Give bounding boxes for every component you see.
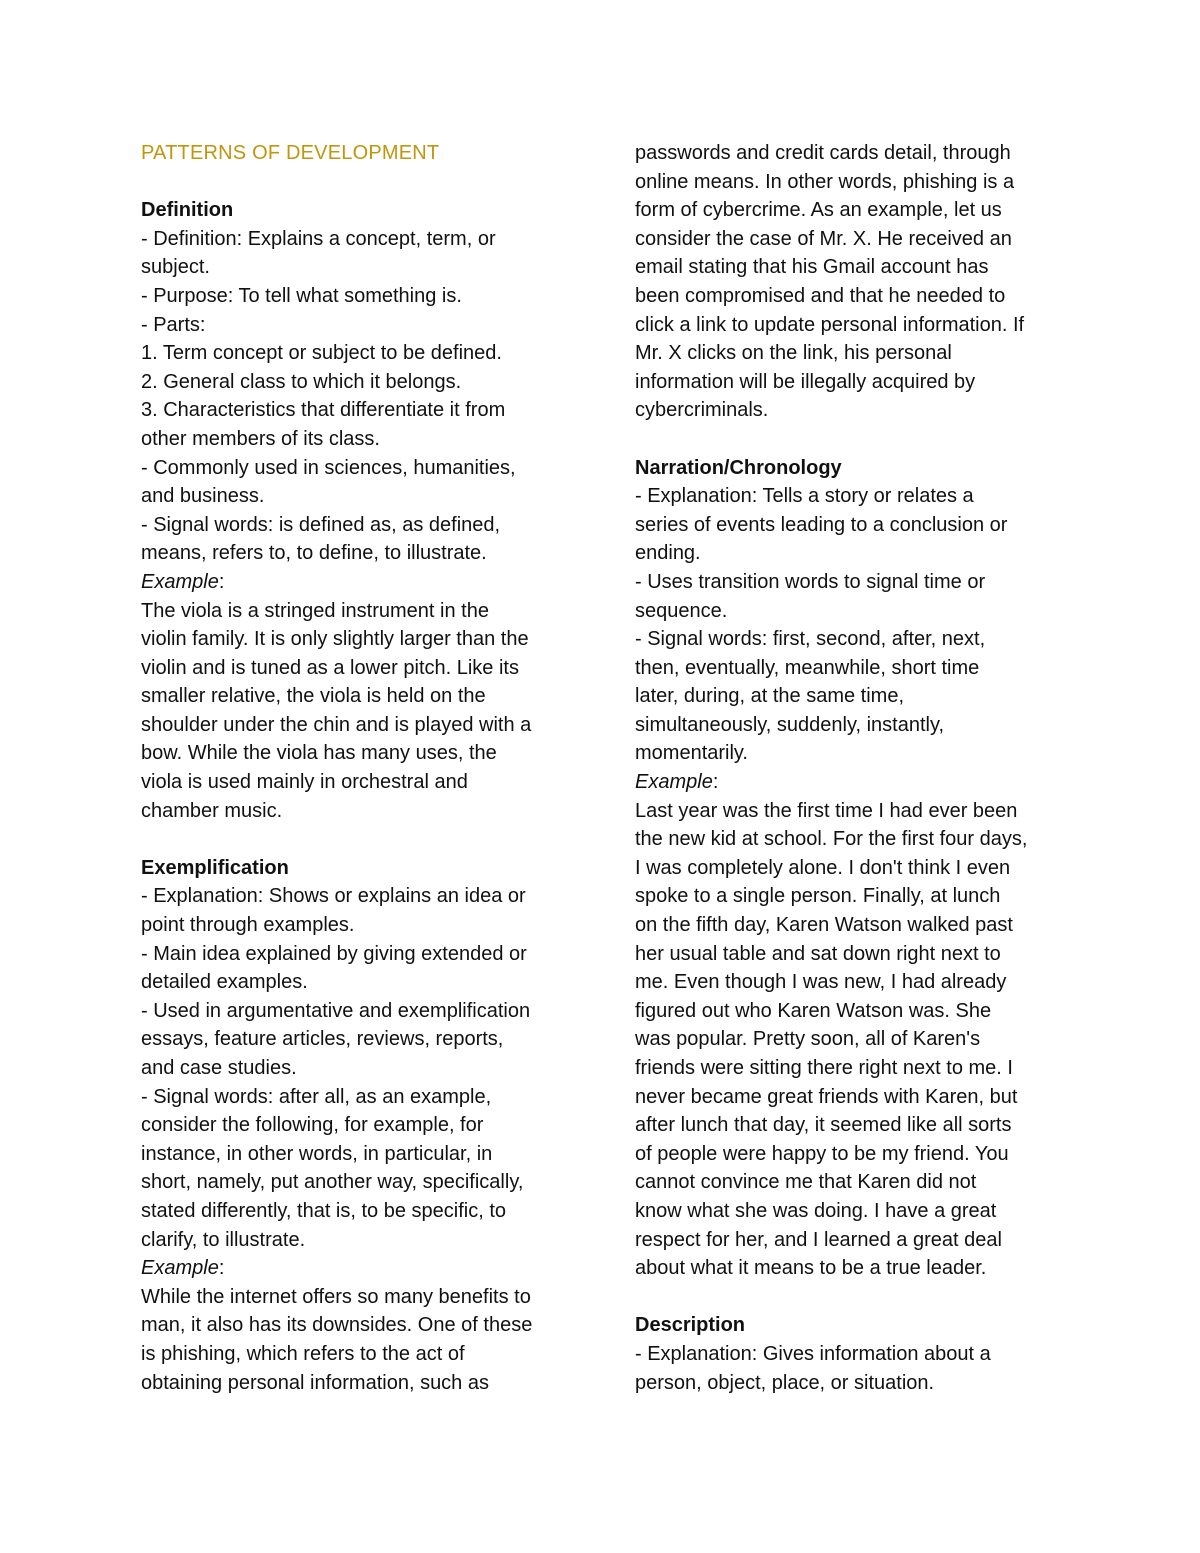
text-line: form of cybercrime. As an example, let us <box>635 199 1002 222</box>
text-line: person, object, place, or situation. <box>635 1371 935 1394</box>
text-line: Last year was the first time I had ever been <box>635 799 1018 822</box>
section-heading: Description <box>635 1314 746 1337</box>
text-line: email stating that his Gmail account has <box>635 256 989 279</box>
blank-line <box>141 825 581 854</box>
text-line: momentarily. <box>635 742 748 765</box>
text-line: violin family. It is only slightly larger than the <box>141 628 529 651</box>
text-line: - Purpose: To tell what something is. <box>141 284 462 307</box>
text-line: 1. Term concept or subject to be defined. <box>141 342 502 365</box>
text-line: cybercriminals. <box>635 399 769 422</box>
section-heading: Narration/Chronology <box>635 456 842 479</box>
text-line: ending. <box>635 542 701 565</box>
text-line: spoke to a single person. Finally, at lunch <box>635 885 1001 908</box>
text-line: While the internet offers so many benefits to <box>141 1285 531 1308</box>
example-label <box>635 768 1075 797</box>
text-line: smaller relative, the viola is held on the <box>141 685 486 708</box>
text-line: consider the case of Mr. X. He received an <box>635 227 1012 250</box>
blank-line <box>635 425 1075 454</box>
text-line: later, during, at the same time, <box>635 685 905 708</box>
text-line: 3. Characteristics that differentiate it from <box>141 399 506 422</box>
text-line: clarify, to illustrate. <box>141 1228 306 1251</box>
text-line: other members of its class. <box>141 427 380 450</box>
text-line: - Signal words: first, second, after, next, <box>635 628 986 651</box>
text-line: - Explanation: Shows or explains an idea or <box>141 885 526 908</box>
text-line: sequence. <box>635 599 728 622</box>
text-line: - Main idea explained by giving extended or <box>141 942 527 965</box>
text-line: about what it means to be a true leader. <box>635 1257 987 1280</box>
text-line: - Explanation: Tells a story or relates a <box>635 485 974 508</box>
example-label-text: Example <box>141 570 219 593</box>
text-line: simultaneously, suddenly, instantly, <box>635 713 945 736</box>
text-line: online means. In other words, phishing is a <box>635 170 1015 193</box>
text-line: her usual table and sat down right next to <box>635 942 1001 965</box>
text-line: chamber music. <box>141 799 283 822</box>
text-line: me. Even though I was new, I had already <box>635 971 1007 994</box>
text-line: been compromised and that he needed to <box>635 284 1006 307</box>
section-heading: Exemplification <box>141 856 289 879</box>
text-line: 2. General class to which it belongs. <box>141 370 462 393</box>
text-line: bow. While the viola has many uses, the <box>141 742 497 765</box>
text-line: cannot convince me that Karen did not <box>635 1171 977 1194</box>
text-line: friends were sitting there right next to me. I <box>635 1057 1013 1079</box>
left-column <box>141 139 581 1397</box>
text-line: means, refers to, to define, to illustrate. <box>141 542 487 565</box>
document-title: PATTERNS OF DEVELOPMENT <box>141 142 440 164</box>
text-line: on the fifth day, Karen Watson walked past <box>635 914 1013 937</box>
text-line: - Used in argumentative and exemplification <box>141 999 531 1022</box>
text-line: shoulder under the chin and is played with a <box>141 713 532 736</box>
text-line: Mr. X clicks on the link, his personal <box>635 342 952 365</box>
text-line: of people were happy to be my friend. You <box>635 1142 1009 1165</box>
text-line: information will be illegally acquired by <box>635 370 976 393</box>
blank-line <box>141 168 581 197</box>
text-line: after lunch that day, it seemed like all sorts <box>635 1114 1012 1137</box>
text-line: - Uses transition words to signal time or <box>635 570 986 593</box>
text-line: I was completely alone. I don't think I even <box>635 856 1011 879</box>
example-label-suffix: : <box>218 570 225 593</box>
blank-line <box>635 1283 1075 1312</box>
text-line: the new kid at school. For the first four days, <box>635 828 1028 851</box>
text-line: stated differently, that is, to be specific, to <box>141 1199 507 1222</box>
example-label <box>141 1254 581 1283</box>
section-heading: Definition <box>141 199 234 222</box>
example-label-suffix: : <box>218 1257 225 1280</box>
text-line: viola is used mainly in orchestral and <box>141 771 468 794</box>
text-line: - Definition: Explains a concept, term, or <box>141 227 496 250</box>
text-line: detailed examples. <box>141 971 308 994</box>
text-line: consider the following, for example, for <box>141 1114 484 1137</box>
example-label <box>141 568 581 597</box>
text-line: respect for her, and I learned a great deal <box>635 1228 1002 1251</box>
text-line: man, it also has its downsides. One of these <box>141 1314 533 1337</box>
text-line: instance, in other words, in particular, in <box>141 1142 493 1165</box>
right-column <box>635 139 1075 1397</box>
text-line: obtaining personal information, such as <box>141 1371 489 1394</box>
text-line: figured out who Karen Watson was. She <box>635 999 992 1022</box>
example-label-text: Example <box>635 771 713 794</box>
text-line: click a link to update personal information. If <box>635 313 1025 336</box>
text-line: - Commonly used in sciences, humanities, <box>141 456 516 479</box>
text-line: point through examples. <box>141 914 355 937</box>
text-line: is phishing, which refers to the act of <box>141 1342 465 1365</box>
text-line: The viola is a stringed instrument in the <box>141 599 489 622</box>
text-line: series of events leading to a conclusion or <box>635 513 1008 536</box>
text-line: and business. <box>141 485 265 508</box>
text-line: passwords and credit cards detail, through <box>635 142 1011 164</box>
text-line: - Parts: <box>141 313 206 336</box>
text-line: never became great friends with Karen, but <box>635 1085 1018 1108</box>
text-line: short, namely, put another way, specifically, <box>141 1171 524 1194</box>
example-label-suffix: : <box>712 771 719 794</box>
text-line: violin and is tuned as a lower pitch. Like its <box>141 656 519 679</box>
text-line: know what she was doing. I have a great <box>635 1199 997 1222</box>
text-line: - Signal words: after all, as an example, <box>141 1085 492 1108</box>
text-line: then, eventually, meanwhile, short time <box>635 656 980 679</box>
example-label-text: Example <box>141 1257 219 1280</box>
text-line: essays, feature articles, reviews, reports, <box>141 1028 504 1051</box>
text-line: subject. <box>141 256 210 279</box>
text-line: was popular. Pretty soon, all of Karen's <box>635 1028 981 1051</box>
text-line: - Explanation: Gives information about a <box>635 1342 991 1365</box>
text-line: and case studies. <box>141 1057 297 1079</box>
text-line: - Signal words: is defined as, as defined, <box>141 513 501 536</box>
